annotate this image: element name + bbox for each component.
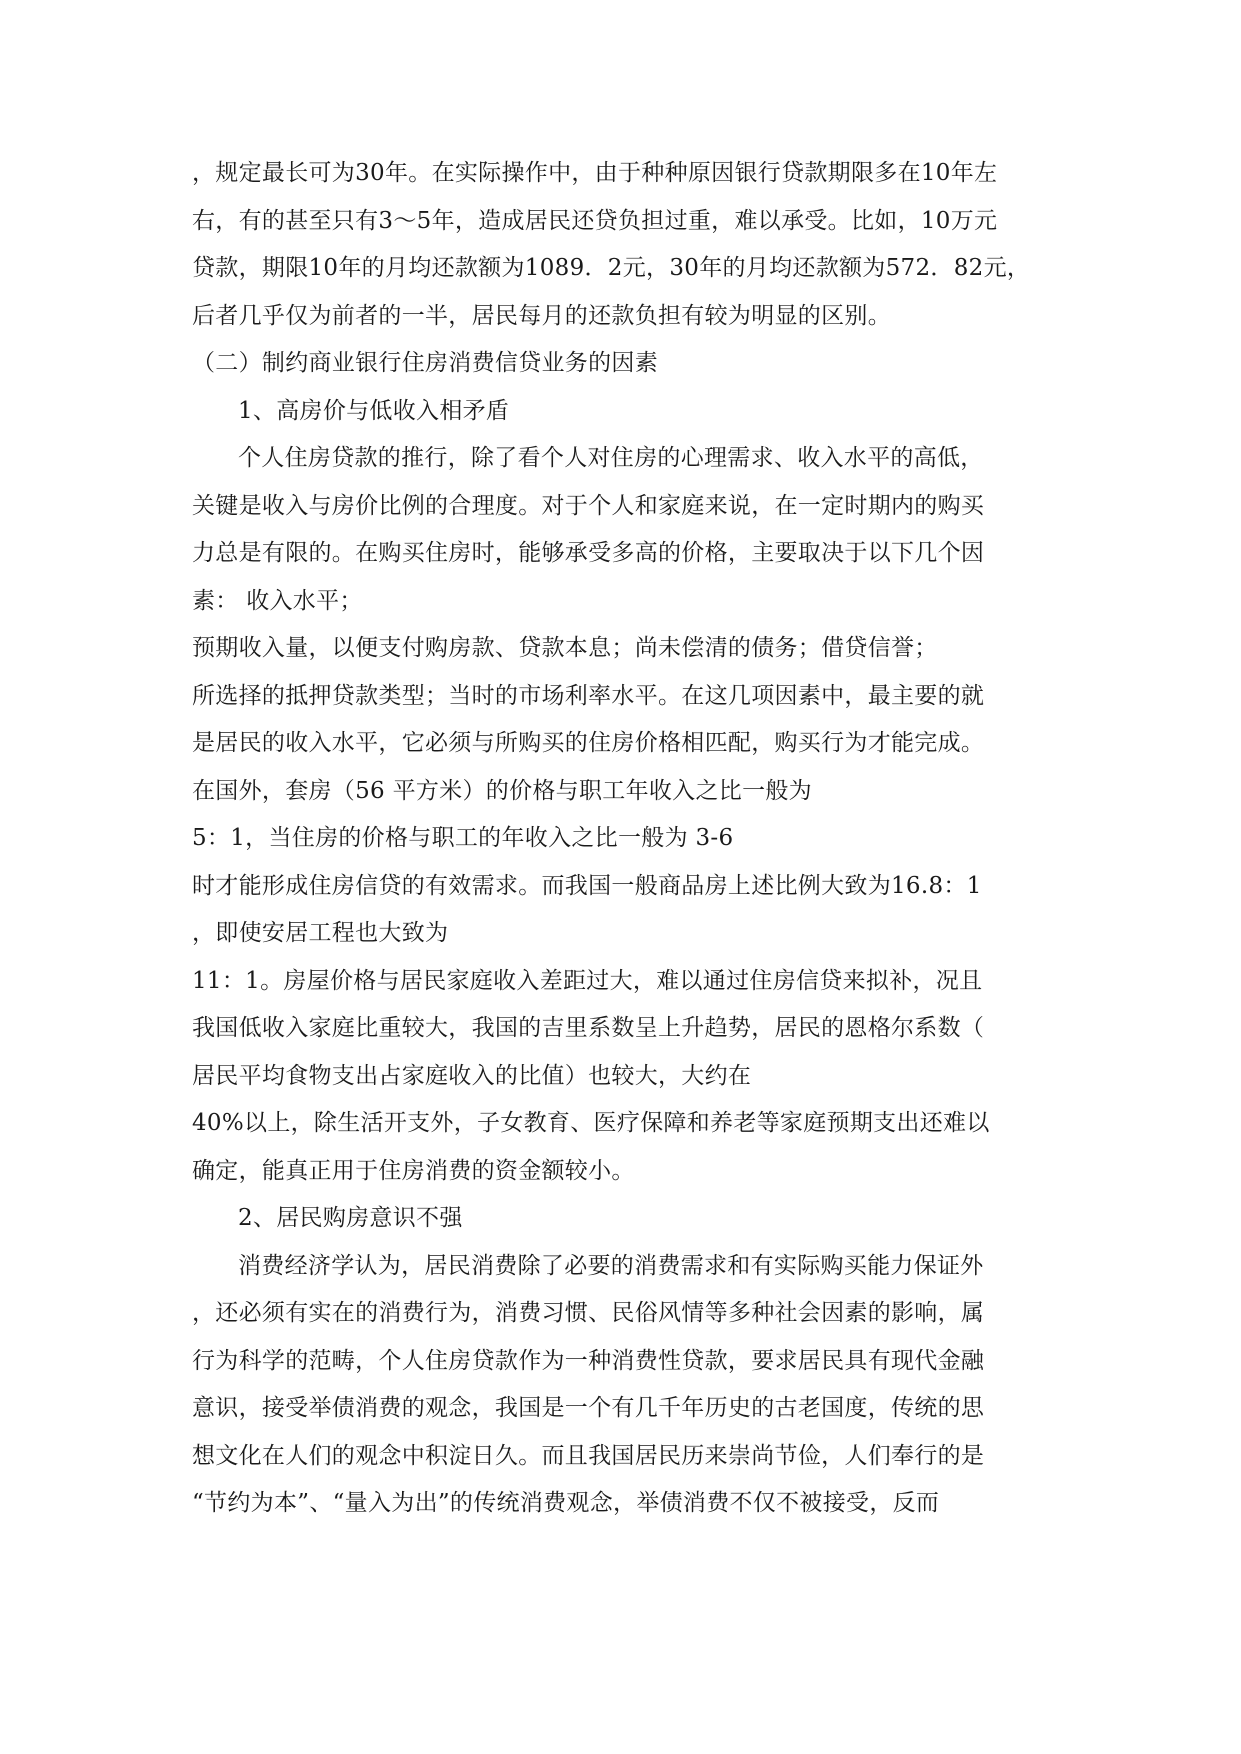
text-line: ，即使安居工程也大致为 xyxy=(192,920,449,946)
text-line: 40%以上，除生活开支外，子女教育、医疗保障和养老等家庭预期支出还难以 xyxy=(192,1110,990,1136)
text-line: 确定，能真正用于住房消费的资金额较小。 xyxy=(192,1157,635,1184)
text-line: “节约为本”、“量入为出”的传统消费观念，举债消费不仅不被接受，反而 xyxy=(192,1490,940,1516)
text-line: 是居民的收入水平，它必须与所购买的住房价格相匹配，购买行为才能完成。 xyxy=(192,730,985,756)
text-line: 居民平均食物支出占家庭收入的比值）也较大，大约在 xyxy=(192,1062,752,1089)
text-line: 力总是有限的。在购买住房时，能够承受多高的价格，主要取决于以下几个因 xyxy=(192,540,985,566)
text-line: 消费经济学认为，居民消费除了必要的消费需求和有实际购买能力保证外 xyxy=(238,1252,984,1279)
text-line: 在国外，套房（56 平方米）的价格与职工年收入之比一般为 xyxy=(192,777,812,804)
text-line: 个人住房贷款的推行，除了看个人对住房的心理需求、收入水平的高低， xyxy=(238,445,984,471)
text-line: 右，有的甚至只有3～5年，造成居民还贷负担过重，难以承受。比如，10万元 xyxy=(192,207,998,234)
section-heading: 1、高房价与低收入相矛盾 xyxy=(238,397,510,424)
text-line: 想文化在人们的观念中积淀日久。而且我国居民历来崇尚节俭，人们奉行的是 xyxy=(192,1442,985,1469)
text-line: 时才能形成住房信贷的有效需求。而我国一般商品房上述比例大致为16.8：1 xyxy=(192,872,982,899)
text-line: ，规定最长可为30年。在实际操作中，由于种种原因银行贷款期限多在10年左 xyxy=(192,160,998,186)
text-line: 关键是收入与房价比例的合理度。对于个人和家庭来说，在一定时期内的购买 xyxy=(192,492,985,519)
document-body xyxy=(192,150,1052,1528)
text-line: 所选择的抵押贷款类型；当时的市场利率水平。在这几项因素中，最主要的就 xyxy=(192,682,985,709)
text-line: 预期收入量，以便支付购房款、贷款本息；尚未偿清的债务；借贷信誉； xyxy=(192,635,938,661)
section-heading: 2、居民购房意识不强 xyxy=(238,1205,463,1231)
text-line: 我国低收入家庭比重较大，我国的吉里系数呈上升趋势，居民的恩格尔系数（ xyxy=(192,1015,985,1041)
text-line: 行为科学的范畴，个人住房贷款作为一种消费性贷款，要求居民具有现代金融 xyxy=(192,1347,985,1374)
text-line: 贷款，期限10年的月均还款额为1089．2元，30年的月均还款额为572．82元， xyxy=(192,255,1031,281)
text-line: 后者几乎仅为前者的一半，居民每月的还款负担有较为明显的区别。 xyxy=(192,302,891,329)
section-title: （二）制约商业银行住房消费信贷业务的因素 xyxy=(192,350,658,376)
text-line: 5：1，当住房的价格与职工的年收入之比一般为 3-6 xyxy=(192,825,734,851)
text-line: 意识，接受举债消费的观念，我国是一个有几千年历史的古老国度，传统的思 xyxy=(192,1395,985,1421)
text-line: 素： 收入水平； xyxy=(192,587,363,614)
text-line: 11：1。房屋价格与居民家庭收入差距过大，难以通过住房信贷来拟补，况且 xyxy=(192,967,983,994)
text-line: ，还必须有实在的消费行为，消费习惯、民俗风情等多种社会因素的影响，属 xyxy=(192,1300,985,1326)
